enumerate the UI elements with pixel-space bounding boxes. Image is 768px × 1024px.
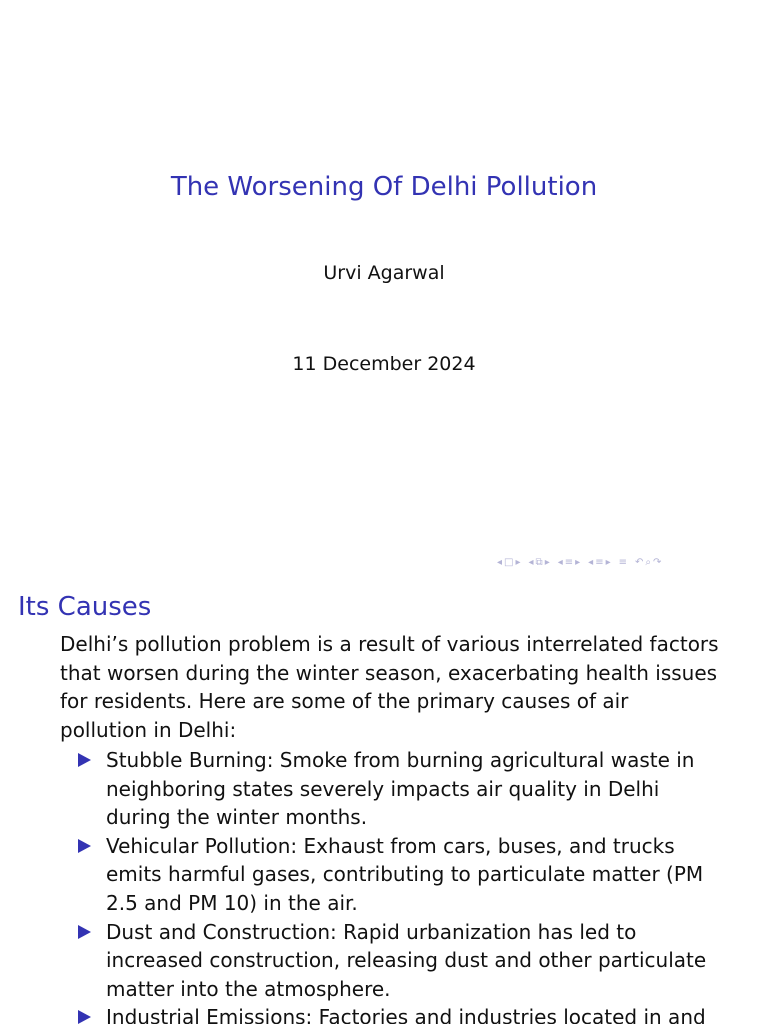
- nav-subsection-prev-icon[interactable]: ◂: [557, 557, 563, 568]
- list-item-text: Dust and Construction: Rapid urbanization has led to increased construction, releasing dust and other particulate matter into the atmosphere.: [106, 919, 707, 1001]
- frame-title: Its Causes: [18, 592, 152, 622]
- nav-slide-prev-icon[interactable]: ◂: [497, 557, 503, 568]
- beamer-navigation-bar: [497, 557, 663, 569]
- list-item-text: Vehicular Pollution: Exhaust from cars, buses, and trucks emits harmful gases, contributing to particulate matter (PM 2.5 and PM 10) in the air.: [106, 833, 704, 915]
- list-item: [78, 1003, 718, 1024]
- nav-slide-next-icon[interactable]: ▸: [515, 557, 521, 568]
- intro-paragraph: Delhi’s pollution problem is a result of various interrelated factors that worsen during the winter season, exacerbating health issues for residents. Here are some of the primary causes of air pollution in Delhi:: [60, 632, 719, 742]
- list-item: [78, 918, 718, 1004]
- nav-forward-icon[interactable]: ↷: [653, 557, 662, 568]
- causes-list: [78, 746, 718, 1024]
- presentation-title: The Worsening Of Delhi Pollution: [170, 172, 598, 202]
- nav-frame-prev-icon[interactable]: ◂: [528, 557, 534, 568]
- bullet-triangle-icon: [78, 1010, 91, 1024]
- nav-section-next-icon[interactable]: ▸: [605, 557, 611, 568]
- nav-section-icon[interactable]: ≡: [595, 557, 604, 568]
- nav-document-icon[interactable]: ≡: [618, 557, 628, 568]
- nav-frame-next-icon[interactable]: ▸: [544, 557, 550, 568]
- nav-subsection-next-icon[interactable]: ▸: [575, 557, 581, 568]
- list-item-text: Industrial Emissions: Factories and industries located in and: [106, 1005, 706, 1024]
- bullet-triangle-icon: [78, 753, 91, 767]
- nav-section-prev-icon[interactable]: ◂: [588, 557, 594, 568]
- bullet-triangle-icon: [78, 925, 91, 939]
- bullet-triangle-icon: [78, 839, 91, 853]
- list-item: [78, 746, 718, 832]
- author-name: Urvi Agarwal: [323, 262, 445, 284]
- nav-slide-icon[interactable]: □: [504, 557, 514, 568]
- presentation-date: 11 December 2024: [292, 353, 476, 375]
- nav-subsection-icon[interactable]: ≡: [564, 557, 574, 568]
- list-item-text: Stubble Burning: Smoke from burning agricultural waste in neighboring states severely impacts air quality in Delhi during the winter months.: [106, 748, 695, 830]
- nav-frame-icon[interactable]: ⧉: [535, 557, 543, 568]
- causes-slide: [0, 576, 768, 1024]
- nav-back-icon[interactable]: ↶: [635, 557, 644, 568]
- list-item: [78, 832, 718, 918]
- nav-search-icon[interactable]: ⌕: [645, 557, 652, 568]
